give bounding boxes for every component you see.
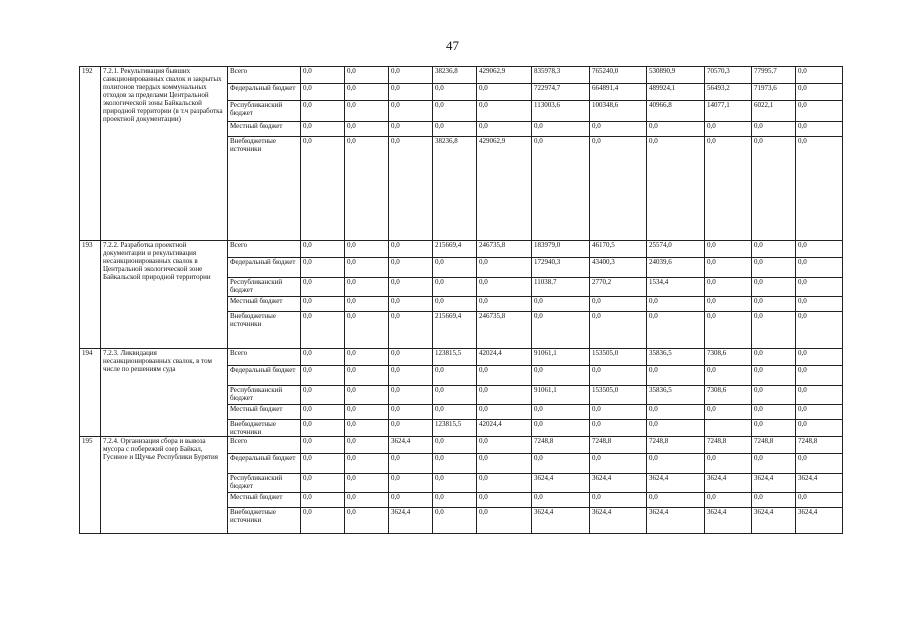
value-cell: 0,0 (796, 312, 843, 349)
value-cell: 835978,3 (532, 67, 590, 84)
value-cell: 0,0 (796, 84, 843, 101)
value-cell: 215669,4 (433, 312, 477, 349)
value-cell: 0,0 (301, 241, 345, 258)
value-cell: 0,0 (647, 137, 705, 241)
value-cell: 0,0 (345, 241, 389, 258)
value-cell: 6022,1 (752, 101, 796, 122)
value-cell: 0,0 (532, 420, 590, 437)
value-cell: 24039,6 (647, 258, 705, 278)
value-cell: 91061,1 (532, 349, 590, 366)
value-cell: 0,0 (647, 405, 705, 420)
value-cell: 0,0 (590, 312, 647, 349)
value-cell: 0,0 (301, 386, 345, 405)
value-cell: 0,0 (647, 297, 705, 312)
value-cell: 215669,4 (433, 241, 477, 258)
value-cell: 0,0 (647, 366, 705, 386)
value-cell: 7248,8 (590, 437, 647, 454)
value-cell: 0,0 (389, 278, 433, 297)
value-cell: 0,0 (796, 278, 843, 297)
value-cell: 0,0 (345, 312, 389, 349)
budget-table (79, 66, 843, 534)
measure-name: 7.2.4. Организация сбора и вывоза мусора с побережий озер Байкал, Гусиное и Щучье Республики Бурятия (101, 437, 228, 534)
value-cell: 183979,0 (532, 241, 590, 258)
value-cell: 0,0 (301, 122, 345, 137)
value-cell: 0,0 (433, 258, 477, 278)
value-cell: 765240,0 (590, 67, 647, 84)
value-cell: 0,0 (345, 454, 389, 474)
value-cell: 0,0 (301, 454, 345, 474)
value-cell: 70570,3 (705, 67, 752, 84)
funding-source: Федеральный бюджет (228, 454, 301, 474)
value-cell: 0,0 (796, 420, 843, 437)
value-cell: 0,0 (389, 420, 433, 437)
value-cell: 0,0 (752, 454, 796, 474)
value-cell: 0,0 (345, 508, 389, 534)
value-cell: 35836,5 (647, 386, 705, 405)
value-cell: 123815,5 (433, 349, 477, 366)
value-cell: 0,0 (647, 420, 705, 437)
value-cell: 38236,8 (433, 67, 477, 84)
value-cell: 0,0 (389, 474, 433, 493)
value-cell: 153505,0 (590, 349, 647, 366)
value-cell: 11038,7 (532, 278, 590, 297)
value-cell: 0,0 (477, 122, 532, 137)
value-cell: 0,0 (532, 366, 590, 386)
value-cell: 0,0 (796, 67, 843, 84)
value-cell: 0,0 (345, 258, 389, 278)
value-cell: 0,0 (389, 67, 433, 84)
value-cell: 0,0 (345, 386, 389, 405)
table-row (80, 349, 843, 366)
funding-source: Местный бюджет (228, 122, 301, 137)
value-cell: 7248,8 (647, 437, 705, 454)
value-cell: 0,0 (345, 278, 389, 297)
funding-source: Всего (228, 241, 301, 258)
value-cell: 0,0 (705, 297, 752, 312)
row-number: 193 (80, 241, 101, 349)
funding-source: Всего (228, 349, 301, 366)
value-cell: 0,0 (433, 297, 477, 312)
value-cell: 56493,2 (705, 84, 752, 101)
funding-source: Внебюджетные источники (228, 137, 301, 241)
value-cell: 0,0 (752, 493, 796, 508)
funding-source: Местный бюджет (228, 297, 301, 312)
value-cell: 0,0 (389, 454, 433, 474)
value-cell: 0,0 (705, 122, 752, 137)
value-cell: 7308,6 (705, 349, 752, 366)
value-cell: 2770,2 (590, 278, 647, 297)
value-cell: 0,0 (345, 101, 389, 122)
value-cell: 0,0 (752, 297, 796, 312)
value-cell: 0,0 (477, 386, 532, 405)
funding-source: Федеральный бюджет (228, 258, 301, 278)
value-cell: 0,0 (647, 122, 705, 137)
value-cell: 42024,4 (477, 420, 532, 437)
value-cell: 3624,4 (389, 437, 433, 454)
measure-name: 7.2.2. Разработка проектной документации и рекультивация несанкционированных свалок в Центральной экологической зоне Байкальской природной территории (101, 241, 228, 349)
value-cell: 0,0 (752, 258, 796, 278)
value-cell: 0,0 (477, 493, 532, 508)
funding-source: Местный бюджет (228, 405, 301, 420)
value-cell: 43400,3 (590, 258, 647, 278)
value-cell: 0,0 (590, 454, 647, 474)
value-cell: 246735,8 (477, 241, 532, 258)
value-cell: 7248,8 (752, 437, 796, 454)
value-cell: 0,0 (389, 137, 433, 241)
funding-source: Внебюджетные источники (228, 508, 301, 534)
value-cell: 25574,0 (647, 241, 705, 258)
value-cell: 0,0 (705, 454, 752, 474)
value-cell: 3624,4 (796, 474, 843, 493)
value-cell: 0,0 (433, 508, 477, 534)
value-cell: 0,0 (477, 101, 532, 122)
value-cell: 0,0 (301, 508, 345, 534)
value-cell: 0,0 (796, 241, 843, 258)
row-number: 192 (80, 67, 101, 241)
value-cell: 172940,3 (532, 258, 590, 278)
value-cell: 0,0 (389, 297, 433, 312)
funding-source: Республиканский бюджет (228, 386, 301, 405)
value-cell: 0,0 (301, 420, 345, 437)
value-cell: 0,0 (532, 297, 590, 312)
value-cell: 0,0 (705, 258, 752, 278)
value-cell: 46170,5 (590, 241, 647, 258)
row-number: 195 (80, 437, 101, 534)
value-cell: 77995,7 (752, 67, 796, 84)
value-cell: 153505,0 (590, 386, 647, 405)
measure-name: 7.2.1. Рекультивация бывших санкционированных свалок и закрытых полигонов твердых коммунальных отходов за пределами Центральной экологической зоны Байкальской природной территории (в т.ч разработка проектной документации) (101, 67, 228, 241)
value-cell: 71973,6 (752, 84, 796, 101)
value-cell: 0,0 (345, 349, 389, 366)
value-cell: 0,0 (433, 454, 477, 474)
value-cell: 0,0 (532, 493, 590, 508)
value-cell: 0,0 (477, 508, 532, 534)
value-cell: 0,0 (752, 278, 796, 297)
value-cell: 0,0 (752, 405, 796, 420)
value-cell: 3624,4 (532, 508, 590, 534)
value-cell: 0,0 (433, 101, 477, 122)
value-cell: 0,0 (590, 405, 647, 420)
funding-source: Внебюджетные источники (228, 312, 301, 349)
value-cell: 0,0 (796, 258, 843, 278)
value-cell: 0,0 (389, 405, 433, 420)
value-cell: 0,0 (532, 454, 590, 474)
value-cell: 0,0 (301, 349, 345, 366)
value-cell: 0,0 (389, 258, 433, 278)
value-cell: 0,0 (705, 312, 752, 349)
value-cell: 0,0 (433, 386, 477, 405)
value-cell: 0,0 (345, 366, 389, 386)
value-cell: 3624,4 (590, 508, 647, 534)
funding-source: Всего (228, 437, 301, 454)
value-cell: 0,0 (752, 386, 796, 405)
value-cell: 123815,5 (433, 420, 477, 437)
value-cell: 100348,6 (590, 101, 647, 122)
value-cell: 0,0 (301, 405, 345, 420)
value-cell: 0,0 (389, 101, 433, 122)
value-cell: 0,0 (796, 349, 843, 366)
value-cell: 0,0 (301, 312, 345, 349)
value-cell: 0,0 (705, 137, 752, 241)
value-cell: 0,0 (705, 366, 752, 386)
value-cell: 429062,9 (477, 137, 532, 241)
value-cell: 0,0 (345, 297, 389, 312)
value-cell: 0,0 (301, 137, 345, 241)
value-cell (705, 420, 752, 437)
value-cell: 0,0 (796, 454, 843, 474)
value-cell: 0,0 (796, 297, 843, 312)
value-cell: 0,0 (301, 258, 345, 278)
value-cell: 0,0 (532, 405, 590, 420)
value-cell: 0,0 (433, 84, 477, 101)
value-cell: 0,0 (796, 386, 843, 405)
value-cell: 0,0 (433, 474, 477, 493)
value-cell: 0,0 (796, 122, 843, 137)
value-cell: 0,0 (752, 420, 796, 437)
value-cell: 0,0 (752, 349, 796, 366)
value-cell: 0,0 (433, 366, 477, 386)
value-cell: 0,0 (389, 493, 433, 508)
value-cell: 664891,4 (590, 84, 647, 101)
value-cell: 0,0 (433, 437, 477, 454)
funding-source: Внебюджетные источники (228, 420, 301, 437)
value-cell: 35836,5 (647, 349, 705, 366)
value-cell: 0,0 (301, 493, 345, 508)
value-cell: 0,0 (389, 122, 433, 137)
value-cell: 3624,4 (389, 508, 433, 534)
value-cell: 530890,9 (647, 67, 705, 84)
value-cell: 0,0 (796, 137, 843, 241)
value-cell: 0,0 (590, 493, 647, 508)
funding-source: Местный бюджет (228, 493, 301, 508)
funding-source: Республиканский бюджет (228, 101, 301, 122)
value-cell: 0,0 (301, 297, 345, 312)
value-cell: 7248,8 (532, 437, 590, 454)
value-cell: 0,0 (477, 405, 532, 420)
value-cell: 1534,4 (647, 278, 705, 297)
value-cell: 0,0 (705, 241, 752, 258)
value-cell: 0,0 (796, 405, 843, 420)
value-cell: 0,0 (345, 137, 389, 241)
value-cell: 0,0 (389, 241, 433, 258)
value-cell: 3624,4 (752, 508, 796, 534)
value-cell: 0,0 (590, 137, 647, 241)
value-cell: 3624,4 (705, 508, 752, 534)
value-cell: 0,0 (796, 493, 843, 508)
value-cell: 3624,4 (647, 474, 705, 493)
value-cell: 489924,1 (647, 84, 705, 101)
table-row (80, 437, 843, 454)
value-cell: 0,0 (301, 101, 345, 122)
value-cell: 0,0 (301, 474, 345, 493)
value-cell: 0,0 (345, 84, 389, 101)
value-cell: 91061,1 (532, 386, 590, 405)
value-cell: 0,0 (389, 386, 433, 405)
value-cell: 0,0 (477, 474, 532, 493)
value-cell: 0,0 (477, 454, 532, 474)
value-cell: 0,0 (301, 84, 345, 101)
table-row (80, 241, 843, 258)
value-cell: 7308,6 (705, 386, 752, 405)
value-cell: 38236,8 (433, 137, 477, 241)
value-cell: 0,0 (433, 405, 477, 420)
value-cell: 429062,9 (477, 67, 532, 84)
value-cell: 0,0 (752, 312, 796, 349)
value-cell: 3624,4 (705, 474, 752, 493)
value-cell: 0,0 (389, 84, 433, 101)
value-cell: 0,0 (433, 278, 477, 297)
value-cell: 0,0 (590, 366, 647, 386)
funding-source: Республиканский бюджет (228, 278, 301, 297)
value-cell: 0,0 (477, 258, 532, 278)
funding-source: Федеральный бюджет (228, 84, 301, 101)
value-cell: 0,0 (477, 278, 532, 297)
value-cell: 40966,8 (647, 101, 705, 122)
measure-name: 7.2.3. Ликвидация несанкционированных свалок, в том числе по решениям суда (101, 349, 228, 437)
value-cell: 113003,6 (532, 101, 590, 122)
funding-source: Всего (228, 67, 301, 84)
value-cell: 0,0 (647, 454, 705, 474)
table-row (80, 67, 843, 84)
value-cell: 3624,4 (590, 474, 647, 493)
value-cell: 0,0 (705, 405, 752, 420)
value-cell: 0,0 (433, 122, 477, 137)
value-cell: 0,0 (345, 474, 389, 493)
value-cell: 0,0 (345, 122, 389, 137)
value-cell: 0,0 (389, 312, 433, 349)
page-number: 47 (446, 38, 459, 53)
value-cell: 0,0 (433, 493, 477, 508)
value-cell: 246735,8 (477, 312, 532, 349)
value-cell: 0,0 (345, 405, 389, 420)
value-cell: 0,0 (301, 437, 345, 454)
value-cell: 14077,1 (705, 101, 752, 122)
value-cell: 0,0 (752, 137, 796, 241)
value-cell: 0,0 (301, 366, 345, 386)
value-cell: 0,0 (796, 101, 843, 122)
value-cell: 42024,4 (477, 349, 532, 366)
value-cell: 0,0 (477, 366, 532, 386)
value-cell: 0,0 (345, 437, 389, 454)
value-cell: 0,0 (705, 493, 752, 508)
value-cell: 0,0 (477, 84, 532, 101)
value-cell: 0,0 (532, 137, 590, 241)
value-cell: 3624,4 (796, 508, 843, 534)
value-cell: 0,0 (532, 312, 590, 349)
value-cell: 3624,4 (647, 508, 705, 534)
funding-source: Федеральный бюджет (228, 366, 301, 386)
row-number: 194 (80, 349, 101, 437)
value-cell: 0,0 (590, 122, 647, 137)
value-cell: 0,0 (301, 67, 345, 84)
value-cell: 722974,7 (532, 84, 590, 101)
value-cell: 0,0 (752, 122, 796, 137)
value-cell: 0,0 (345, 67, 389, 84)
value-cell: 0,0 (752, 366, 796, 386)
value-cell: 0,0 (796, 366, 843, 386)
value-cell: 0,0 (590, 420, 647, 437)
value-cell: 0,0 (389, 366, 433, 386)
value-cell: 0,0 (301, 278, 345, 297)
value-cell: 0,0 (389, 349, 433, 366)
value-cell: 0,0 (477, 297, 532, 312)
value-cell: 7248,8 (796, 437, 843, 454)
value-cell: 0,0 (647, 312, 705, 349)
value-cell: 0,0 (345, 493, 389, 508)
value-cell: 7248,8 (705, 437, 752, 454)
value-cell: 0,0 (345, 420, 389, 437)
value-cell: 0,0 (532, 122, 590, 137)
value-cell: 0,0 (477, 437, 532, 454)
value-cell: 0,0 (647, 493, 705, 508)
value-cell: 3624,4 (532, 474, 590, 493)
funding-source: Республиканский бюджет (228, 474, 301, 493)
value-cell: 0,0 (590, 297, 647, 312)
value-cell: 0,0 (705, 278, 752, 297)
value-cell: 3624,4 (752, 474, 796, 493)
value-cell: 0,0 (752, 241, 796, 258)
